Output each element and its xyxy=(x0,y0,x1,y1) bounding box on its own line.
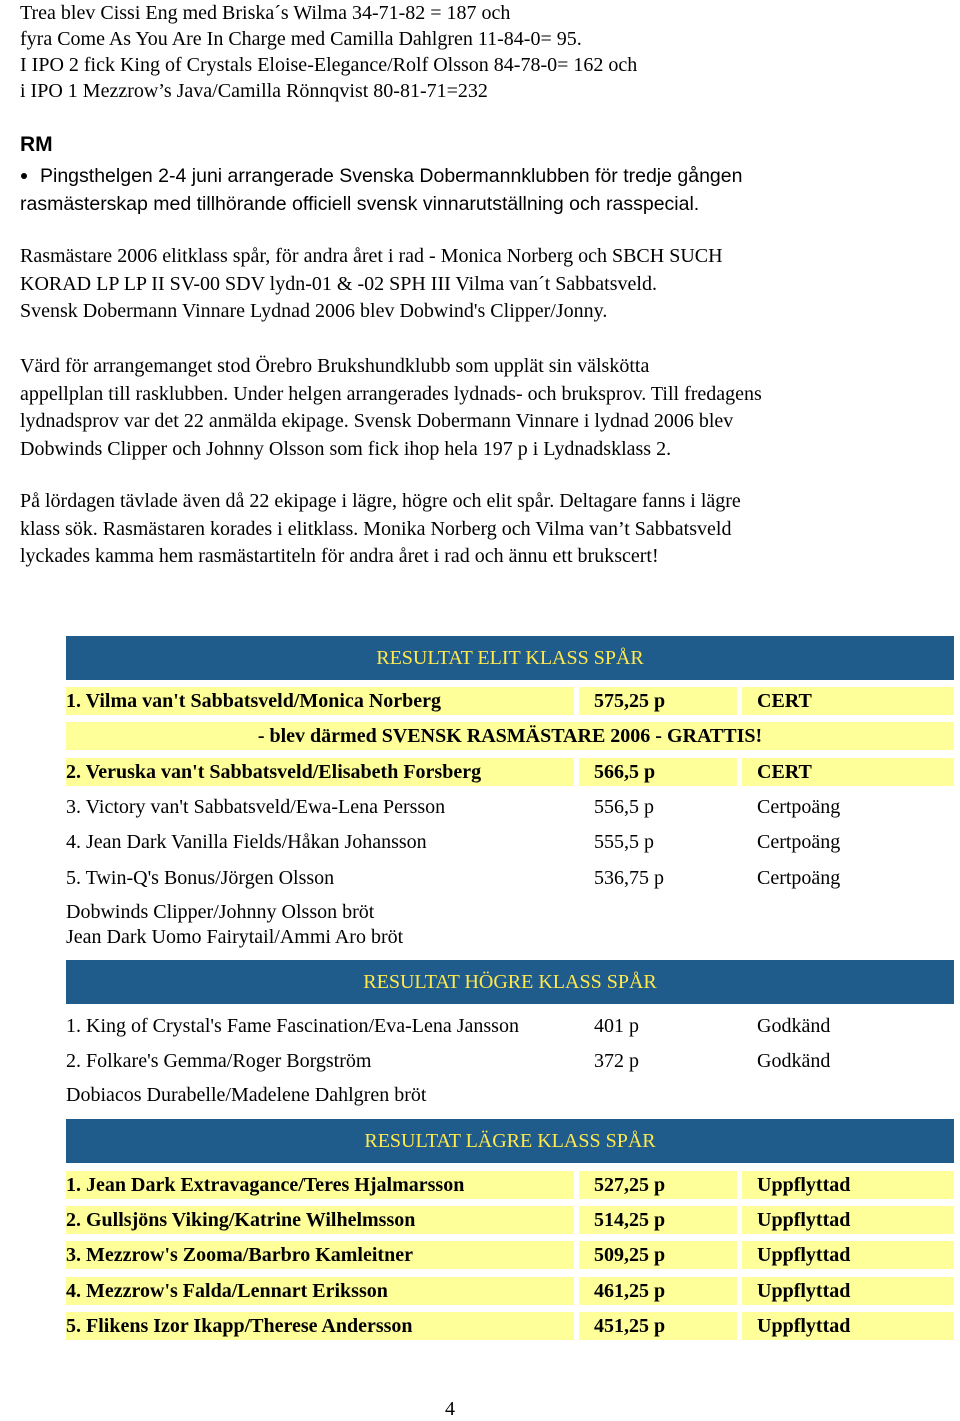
result-row xyxy=(66,758,954,786)
paragraph-line: Dobwinds Clipper och Johnny Olsson som fick ihop hela 197 p i Lydnadsklass 2. xyxy=(20,437,672,460)
result-points: 527,25 p xyxy=(579,1171,737,1199)
paragraph-rasmastare xyxy=(20,243,940,326)
result-row xyxy=(66,828,954,856)
result-grade: Uppflyttad xyxy=(742,1312,954,1340)
result-row xyxy=(66,687,954,715)
page-number: 4 xyxy=(445,1398,455,1420)
result-grade: Certpoäng xyxy=(757,867,841,889)
result-points: 509,25 p xyxy=(579,1241,737,1269)
result-row xyxy=(66,793,954,821)
result-grade: Godkänd xyxy=(757,1050,831,1072)
result-points: 401 p xyxy=(594,1015,639,1037)
result-row xyxy=(66,1277,954,1305)
paragraph-line: På lördagen tävlade även då 22 ekipage i lägre, högre och elit spår. Deltagare fanns i lägre xyxy=(20,490,741,512)
result-name: 5. Flikens Izor Ikapp/Therese Andersson xyxy=(66,1312,574,1340)
result-points: 556,5 p xyxy=(594,796,654,818)
intro-text xyxy=(20,0,637,104)
broke-note: Dobiacos Durabelle/Madelene Dahlgren bröt xyxy=(66,1084,427,1106)
paragraph-line: KORAD LP LP II SV-00 SDV lydn-01 & -02 SPH III Vilma van´t Sabbatsveld. xyxy=(20,272,657,295)
result-grade: Uppflyttad xyxy=(742,1206,954,1234)
result-name: 2. Veruska van't Sabbatsveld/Elisabeth Forsberg xyxy=(66,758,574,786)
intro-line: i IPO 1 Mezzrow’s Java/Camilla Rönnqvist 80-81-71=232 xyxy=(20,80,488,102)
result-row xyxy=(66,1012,954,1040)
result-grade: Godkänd xyxy=(757,1015,831,1037)
intro-line: fyra Come As You Are In Charge med Camilla Dahlgren 11-84-0= 95. xyxy=(20,28,582,50)
paragraph-line: Svensk Dobermann Vinnare Lydnad 2006 blev Dobwind's Clipper/Jonny. xyxy=(20,300,608,322)
result-name: 1. Vilma van't Sabbatsveld/Monica Norberg xyxy=(66,687,574,715)
result-grade: Certpoäng xyxy=(757,831,841,853)
intro-line: Trea blev Cissi Eng med Briska´s Wilma 34-71-82 = 187 och xyxy=(20,2,511,24)
result-grade: Uppflyttad xyxy=(742,1171,954,1199)
result-points: 555,5 p xyxy=(594,831,654,853)
result-row xyxy=(66,1047,954,1075)
bullet-line: rasmästerskap med tillhörande officiell svensk vinnarutställning och rasspecial. xyxy=(20,193,700,215)
result-name: 3. Mezzrow's Zooma/Barbro Kamleitner xyxy=(66,1241,574,1269)
result-name: 1. King of Crystal's Fame Fascination/Eva-Lena Jansson xyxy=(66,1015,519,1037)
paragraph-line: klass sök. Rasmästaren korades i elitklass. Monika Norberg och Vilma van’t Sabbatsveld xyxy=(20,517,732,540)
result-points: 566,5 p xyxy=(579,758,737,786)
bullet-dot-icon xyxy=(21,173,27,179)
result-row xyxy=(66,1312,954,1340)
result-grade: CERT xyxy=(742,758,954,786)
champion-banner: - blev därmed SVENSK RASMÄSTARE 2006 - GRATTIS! xyxy=(66,722,954,750)
paragraph-line: lydnadsprov var det 22 anmälda ekipage. Svensk Dobermann Vinnare i lydnad 2006 blev xyxy=(20,410,734,432)
paragraph-lordagen xyxy=(20,488,940,571)
result-points: 536,75 p xyxy=(594,867,664,889)
result-name: 3. Victory van't Sabbatsveld/Ewa-Lena Persson xyxy=(66,796,446,818)
result-points: 461,25 p xyxy=(579,1277,737,1305)
result-row xyxy=(66,864,954,892)
result-grade: Uppflyttad xyxy=(742,1277,954,1305)
intro-line: I IPO 2 fick King of Crystals Eloise-Elegance/Rolf Olsson 84-78-0= 162 och xyxy=(20,54,638,76)
result-name: 5. Twin-Q's Bonus/Jörgen Olsson xyxy=(66,867,335,889)
result-grade: Uppflyttad xyxy=(742,1241,954,1269)
result-grade: Certpoäng xyxy=(757,796,841,818)
result-name: 1. Jean Dark Extravagance/Teres Hjalmarsson xyxy=(66,1171,574,1199)
result-name: 2. Gullsjöns Viking/Katrine Wilhelmsson xyxy=(66,1206,574,1234)
result-points: 514,25 p xyxy=(579,1206,737,1234)
section-header-hogre: RESULTAT HÖGRE KLASS SPÅR xyxy=(66,960,954,1004)
result-row xyxy=(66,1171,954,1199)
rm-bullet-item xyxy=(20,162,940,218)
paragraph-line: Värd för arrangemanget stod Örebro Brukshundklubb som upplät sin välskötta xyxy=(20,355,650,377)
result-points: 575,25 p xyxy=(579,687,737,715)
result-grade: CERT xyxy=(742,687,954,715)
result-name: 2. Folkare's Gemma/Roger Borgström xyxy=(66,1050,372,1072)
section-header-elit: RESULTAT ELIT KLASS SPÅR xyxy=(66,636,954,680)
paragraph-line: appellplan till rasklubben. Under helgen arrangerades lydnads- och bruksprov. Till fredagens xyxy=(20,382,762,405)
result-points: 451,25 p xyxy=(579,1312,737,1340)
broke-note: Dobwinds Clipper/Johnny Olsson bröt xyxy=(66,901,375,923)
result-name: 4. Jean Dark Vanilla Fields/Håkan Johansson xyxy=(66,831,427,853)
paragraph-vard xyxy=(20,353,940,463)
result-points: 372 p xyxy=(594,1050,639,1072)
rm-heading: RM xyxy=(20,133,53,156)
paragraph-line: Rasmästare 2006 elitklass spår, för andra året i rad - Monica Norberg och SBCH SUCH xyxy=(20,245,723,267)
result-row xyxy=(66,1241,954,1269)
section-header-lagre: RESULTAT LÄGRE KLASS SPÅR xyxy=(66,1119,954,1163)
paragraph-line: lyckades kamma hem rasmästartiteln för andra året i rad och ännu ett brukscert! xyxy=(20,545,659,567)
broke-note: Jean Dark Uomo Fairytail/Ammi Aro bröt xyxy=(66,926,404,948)
result-name: 4. Mezzrow's Falda/Lennart Eriksson xyxy=(66,1277,574,1305)
bullet-line: Pingsthelgen 2-4 juni arrangerade Svenska Dobermannklubben för tredje gången xyxy=(40,165,743,187)
result-row xyxy=(66,1206,954,1234)
